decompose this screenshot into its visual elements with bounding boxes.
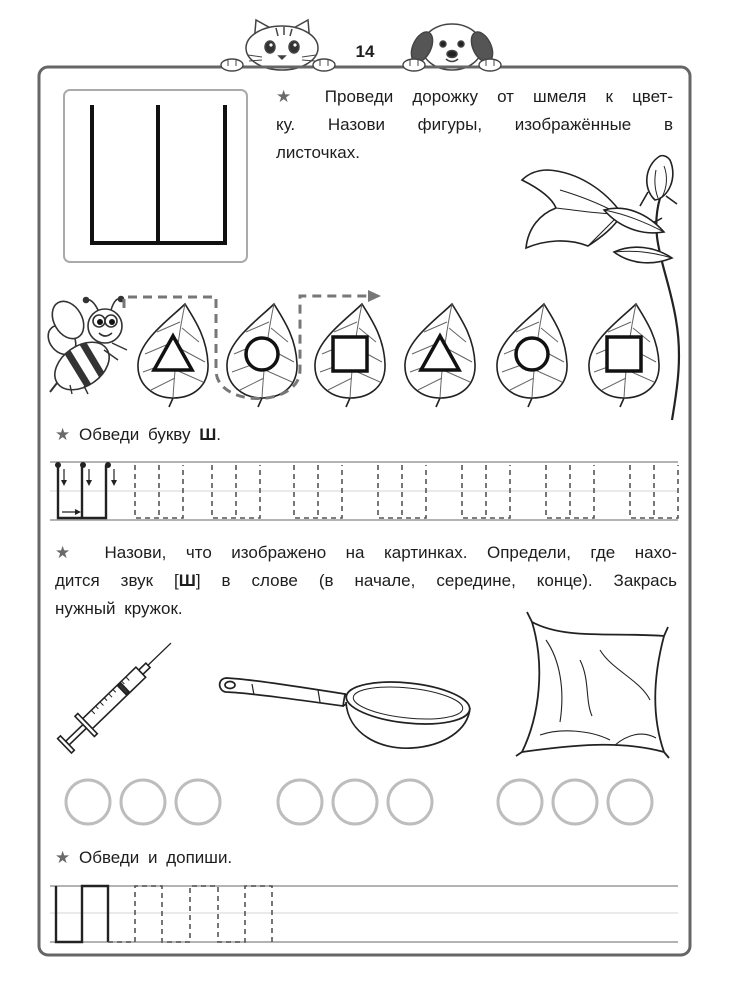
cat-head <box>246 26 318 70</box>
square-shape <box>607 337 641 371</box>
task3-line-1 <box>55 539 677 567</box>
leaf-5 <box>497 304 567 407</box>
answer-circle <box>388 780 432 824</box>
dog-paw-right <box>479 59 501 71</box>
star-icon: ★ <box>55 848 71 867</box>
task4-text: Обведи и допиши. <box>78 848 233 867</box>
leaf-4 <box>405 304 475 407</box>
task2-end: . <box>216 425 222 444</box>
task3-line-2 <box>55 567 677 595</box>
leaf-stalk <box>169 398 173 407</box>
cat-paw-right <box>313 59 335 71</box>
pan-handle-hole <box>225 682 235 689</box>
star-icon: ★ <box>276 87 306 106</box>
dog-paw-left <box>403 59 425 71</box>
leaf-stalk <box>620 398 624 407</box>
answer-circle <box>553 780 597 824</box>
task1-line-2: ку. Назови фигуры, изображённые в <box>276 115 673 134</box>
pan-handle <box>220 678 345 706</box>
leaf-3 <box>315 304 385 407</box>
answer-circle <box>498 780 542 824</box>
task3-letter: Ш <box>178 571 196 590</box>
answer-circle <box>121 780 165 824</box>
star-icon: ★ <box>55 543 86 562</box>
dog-nose <box>447 51 457 58</box>
answer-circle <box>66 780 110 824</box>
task1-line-1-text: Проведи дорожку от шмеля к цвет- <box>324 87 673 106</box>
solid-pattern-sample <box>56 886 108 942</box>
bee-head <box>88 309 122 343</box>
start-dot <box>56 463 61 468</box>
start-dot <box>106 463 111 468</box>
bee-illustration <box>43 296 127 400</box>
pillow-outline <box>522 622 664 752</box>
star-icon: ★ <box>55 425 71 444</box>
stroke-order-hints <box>56 463 118 516</box>
leaf-stalk <box>436 398 440 407</box>
syringe-icon <box>55 633 181 756</box>
cat-paw-left <box>221 59 243 71</box>
pillow-icon <box>516 612 669 758</box>
page-number: 14 <box>355 42 375 61</box>
frying-pan-icon <box>220 677 472 749</box>
start-dot <box>81 463 86 468</box>
tracing-row-2 <box>50 886 678 942</box>
bee-antenna-tip <box>84 298 89 303</box>
flower-leaf <box>614 247 672 263</box>
task3-line-3: нужный кружок. <box>55 599 183 618</box>
arrow-down-icon <box>111 480 117 486</box>
dashed-pattern <box>108 886 272 942</box>
task2-instruction <box>55 421 455 449</box>
task4-instruction <box>55 844 455 872</box>
tracing-row-1 <box>50 462 678 520</box>
circle-shape <box>516 338 548 370</box>
cat-eye-highlight <box>269 43 272 46</box>
arrow-right-icon <box>75 509 81 515</box>
answer-circle-group-3 <box>498 780 652 824</box>
task2-letter: Ш <box>199 425 217 444</box>
answer-circle <box>176 780 220 824</box>
leaf-1 <box>138 304 208 407</box>
syringe-needle <box>148 643 171 665</box>
dog-eye-left <box>440 41 446 47</box>
task3-line-1-text: Назови, что изображено на картинках. Определи, где нахо- <box>104 543 677 562</box>
task3-line-2-end: ] в слове (в начале, середине, конце). Закрась <box>195 571 677 590</box>
leaf-6 <box>589 304 659 407</box>
answer-circles <box>66 780 652 824</box>
bee-pupil <box>97 319 103 325</box>
route-arrow-icon <box>368 290 381 302</box>
answer-circle-group-2 <box>278 780 432 824</box>
task3-instruction <box>55 539 677 623</box>
cat-eye-right <box>289 41 299 53</box>
answer-circle <box>608 780 652 824</box>
task1-line-3: листочках. <box>276 143 360 162</box>
arrow-down-icon <box>61 480 67 486</box>
task3-line-2-start: дится звук [ <box>55 571 179 590</box>
cat-eye-left <box>265 41 275 53</box>
bee-stinger <box>50 383 57 392</box>
leaf-stalk <box>346 398 350 407</box>
bee-pupil <box>109 319 115 325</box>
circle-shape <box>246 338 278 370</box>
dog-eye-right <box>458 41 464 47</box>
task1-instruction <box>276 83 673 167</box>
syringe-barrel <box>83 667 146 728</box>
answer-circle <box>333 780 377 824</box>
answer-circle <box>278 780 322 824</box>
task1-line-1 <box>276 83 673 111</box>
square-shape <box>333 337 367 371</box>
task2-text: Обведи букву <box>78 425 191 444</box>
cat-eye-highlight <box>293 43 296 46</box>
arrow-down-icon <box>86 480 92 486</box>
syringe-rod <box>66 725 87 745</box>
leaf-stalk <box>528 398 532 407</box>
answer-circle-group-1 <box>66 780 220 824</box>
cat-illustration <box>246 20 318 70</box>
letter-card <box>64 90 247 262</box>
